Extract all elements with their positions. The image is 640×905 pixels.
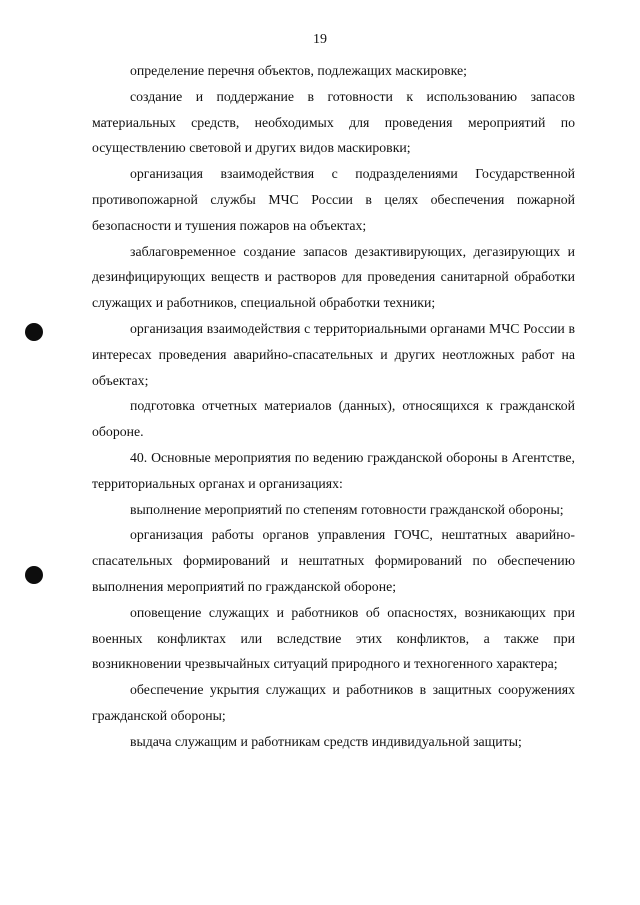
paragraph: организация взаимодействия с подразделениями Государственной противопожарной службы МЧС России в целях обеспечения пожарной безопасности и тушения пожаров на объектах; (92, 166, 575, 233)
document-body (92, 58, 575, 755)
paragraph: организация взаимодействия с территориальными органами МЧС России в интересах проведения аварийно-спасательных и других неотложных работ на объектах; (92, 320, 575, 388)
page-number: 19 (313, 32, 327, 47)
paragraph: подготовка отчетных материалов (данных), относящихся к гражданской обороне. (92, 398, 575, 440)
paragraph: оповещение служащих и работников об опасностях, возникающих при военных конфликтах или вследствие этих конфликтов, а также при возникновении чрезвычайных ситуаций природного и техногенного характера; (92, 604, 575, 672)
paragraph: определение перечня объектов, подлежащих маскировке; (130, 63, 467, 78)
paragraph: 40. Основные мероприятия по ведению гражданской обороны в Агентстве, территориальных органах и организациях: (92, 449, 575, 491)
punch-hole-upper (25, 323, 43, 341)
paragraph: заблаговременное создание запасов дезактивирующих, дегазирующих и дезинфицирующих веществ и растворов для проведения санитарной обработки служащих и работников, специальной обработки техники; (92, 243, 575, 311)
paragraph: выполнение мероприятий по степеням готовности гражданской обороны; (130, 501, 564, 517)
paragraph: выдача служащим и работникам средств индивидуальной защиты; (130, 733, 522, 749)
punch-hole-lower (25, 566, 43, 584)
paragraph: создание и поддержание в готовности к использованию запасов материальных средств, необходимых для проведения мероприятий по осуществлению световой и других видов маскировки; (92, 88, 575, 156)
paragraph: обеспечение укрытия служащих и работников в защитных сооружениях гражданской обороны; (92, 682, 575, 723)
paragraph: организация работы органов управления ГОЧС, нештатных аварийно-спасательных формирований и нештатных формирований по обеспечению выполнения мероприятий по гражданской обороне; (92, 527, 575, 594)
